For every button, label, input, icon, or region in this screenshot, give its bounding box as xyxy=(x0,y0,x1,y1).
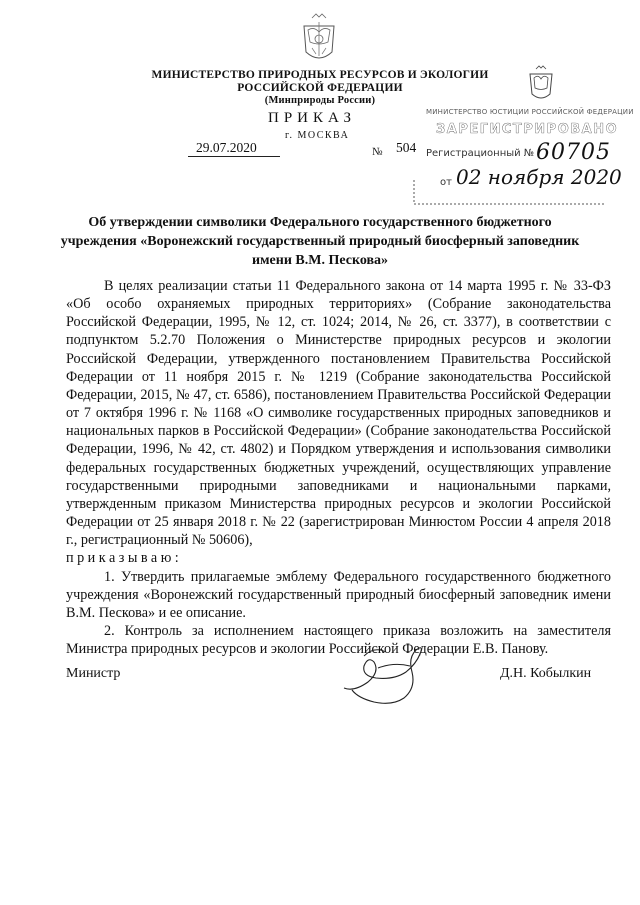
ministry-short-name: (Минприроды России) xyxy=(264,95,376,106)
order-item-2: 2. Контроль за исполнением настоящего приказа возложить на заместителя Министра природных ресурсов и экологии Российской Федерации Е.В. Панову. xyxy=(66,622,611,658)
document-body xyxy=(66,277,611,658)
stamp-registered-label: ЗАРЕГИСТРИРОВАНО xyxy=(436,122,619,137)
ministry-country: РОССИЙСКОЙ ФЕДЕРАЦИИ xyxy=(237,82,403,94)
registration-stamp xyxy=(410,62,634,202)
ministry-name: МИНИСТЕРСТВО ПРИРОДНЫХ РЕСУРСОВ И ЭКОЛОГИИ xyxy=(151,69,489,81)
stamp-regnum-label: Регистрационный № xyxy=(426,148,535,159)
stamp-registration-number: 60705 xyxy=(536,140,611,165)
document-date: 29.07.2020 xyxy=(196,140,257,155)
order-item-1: 1. Утвердить прилагаемые эмблему Федерального государственного бюджетного учреждения «Воронежский государственный природный биосферный заповедник имени В.М. Пескова» и ее описание. xyxy=(66,568,611,621)
signatory-title: Министр xyxy=(66,666,121,681)
stamp-ministry-line: МИНИСТЕРСТВО ЮСТИЦИИ РОССИЙСКОЙ ФЕДЕРАЦИИ xyxy=(426,108,634,116)
stamp-border xyxy=(410,176,610,206)
stamp-emblem-icon xyxy=(522,64,560,104)
signatory-name: Д.Н. Кобылкин xyxy=(500,666,592,681)
stamp-from-label: от xyxy=(440,177,452,188)
number-sign: № xyxy=(372,146,383,158)
document-city: г. МОСКВА xyxy=(285,130,350,141)
order-word: приказываю: xyxy=(66,550,183,567)
date-underline xyxy=(188,156,280,157)
stamp-registration-date: 02 ноября 2020 xyxy=(456,165,622,189)
document-number: 504 xyxy=(396,140,417,155)
preamble-paragraph: В целях реализации статьи 11 Федерального закона от 14 марта 1995 г. № 33-ФЗ «Об особо охраняемых природных территориях» (Собрание законодательства Российской Федерации, 1995, № 12, ст. 1024; 2014, № 26, ст. 3377), в соответствии с подпунктом 5.2.70 Положения о Министерстве природных ресурсов и экологии Российской Федерации, утвержденного постановлением Правительства Российской Федерации от 11 ноября 2015 г. № 1219 (Собрание законодательства Российской Федерации, 2015, № 47, ст. 6586), постановлением Правительства Российской Федерации от 7 октября 1996 г. № 1168 «О символике государственных природных заповедников и национальных парков в Российской Федерации» (Собрание законодательства Российской Федерации, 1996, № 42, ст. 4802) и Порядком утверждения и использования символики федеральных государственных бюджетных учреждений, осуществляющих управление государственными природными заповедниками и национальными парками, утвержденным приказом Министерства природных ресурсов и экологии Российской Федерации от 25 января 2018 г. № 22 (зарегистрирован Минюстом России 4 апреля 2018 г., регистрационный № 50606), xyxy=(66,278,611,549)
coat-of-arms-icon xyxy=(292,12,346,66)
document-type: ПРИКАЗ xyxy=(268,110,356,126)
document-title: Об утверждении символики Федерального государственного бюджетного учреждения «Воронежский государственный природный биосферный заповедник имени В.М. Пескова» xyxy=(60,215,580,268)
handwritten-signature xyxy=(334,632,444,712)
